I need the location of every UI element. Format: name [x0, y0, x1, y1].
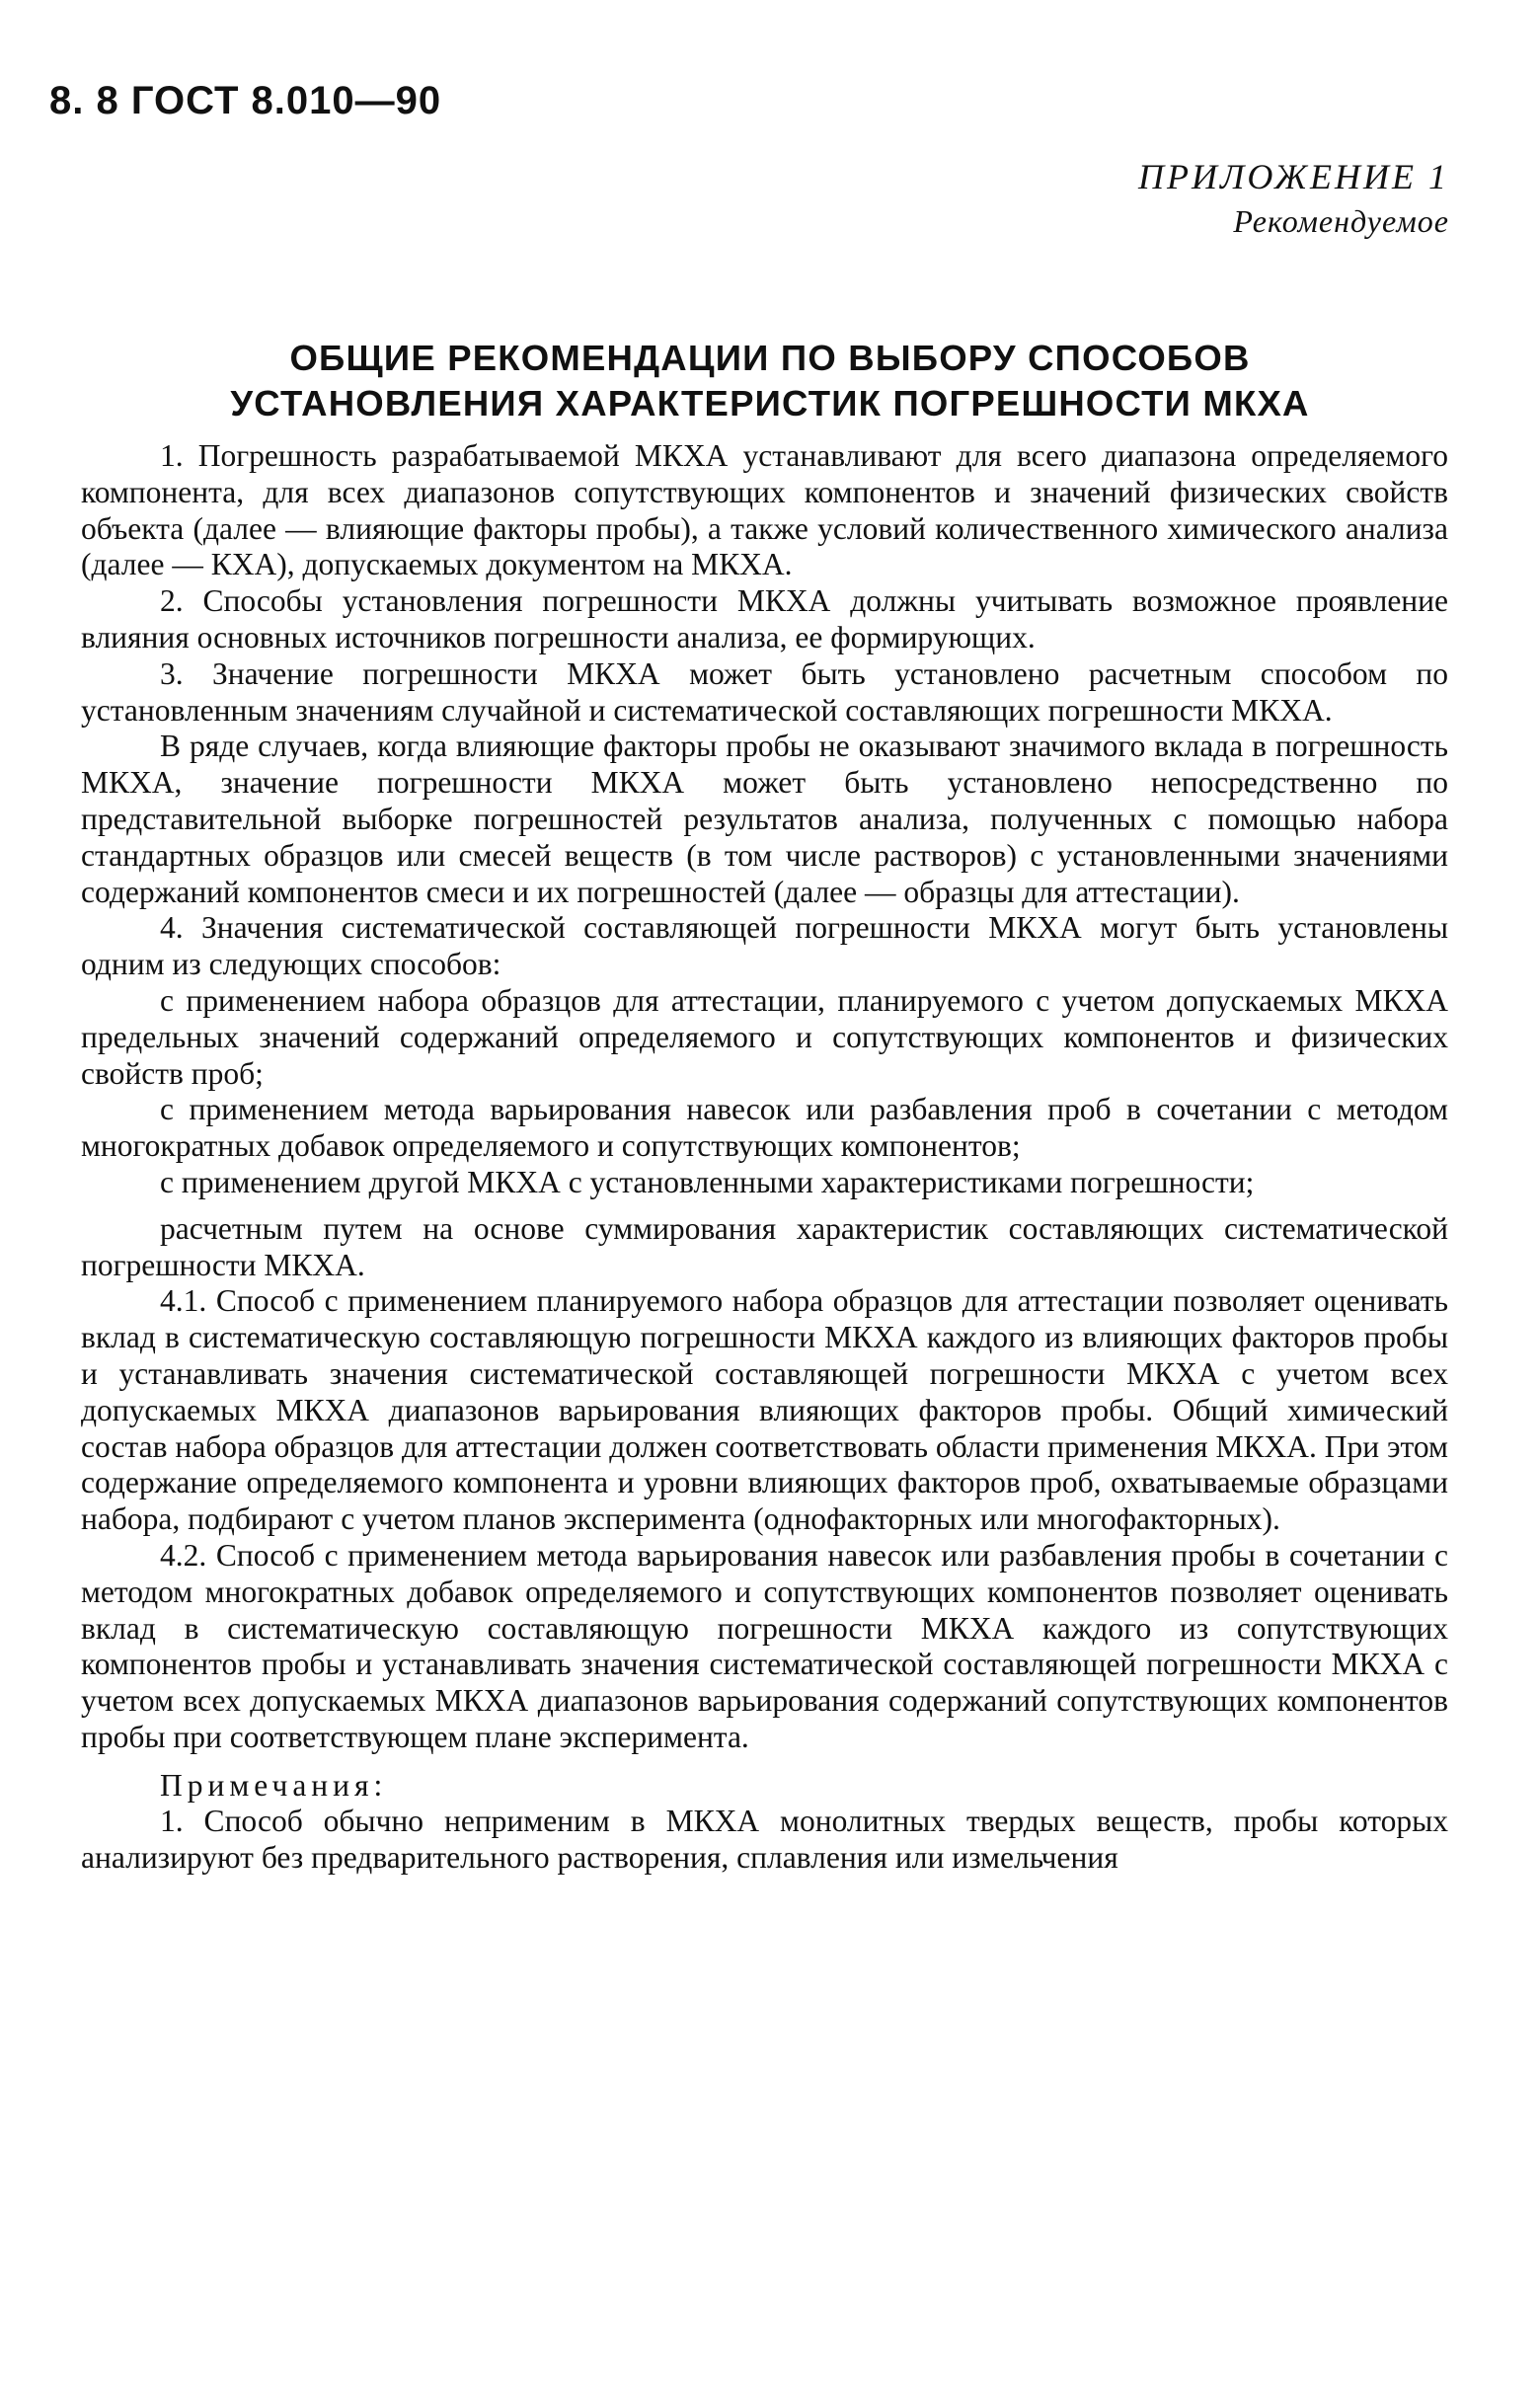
section-title: [158, 336, 1382, 426]
title-line-2: УСТАНОВЛЕНИЯ ХАРАКТЕРИСТИК ПОГРЕШНОСТИ МКХА: [230, 383, 1310, 423]
paragraph: с применением другой МКХА с установленными характеристиками погрешности;: [160, 1164, 1255, 1199]
paragraph: 3. Значение погрешности МКХА может быть установлено расчетным способом по установленным значениям случайной и систематической составляющих погрешности МКХА.: [81, 655, 1448, 728]
paragraph: 2. Способы установления погрешности МКХА должны учитывать возможное проявление влияния основных источников погрешности анализа, ее формирующих.: [81, 583, 1448, 654]
body-text: [81, 438, 1448, 1877]
appendix-block: [1138, 154, 1449, 243]
paragraph: 4.1. Способ с применением планируемого набора образцов для аттестации позволяет оценивать вклад в систематическую составляющую погрешности МКХА каждого из влияющих факторов пробы и устанавливать значения систематической составляющей погрешности МКХА с учетом всех допускаемых МКХА диапазонов варьирования влияющих факторов пробы. Общий химический состав набора образцов для аттестации должен соответствовать области применения МКХА. При этом содержание определяемого компонента и уровни влияющих факторов проб, охватываемые образцами набора, подбирают с учетом планов эксперимента (однофакторных или многофакторных).: [81, 1283, 1448, 1537]
paragraph: 1. Погрешность разрабатываемой МКХА устанавливают для всего диапазона определяемого компонента, для всех диапазонов сопутствующих компонентов и значений физических свойств объекта (далее — влияющие факторы пробы), а также условий количественного химического анализа (далее — КХА), допускаемых документом на МКХА.: [81, 438, 1448, 582]
notes-heading: Примечания:: [160, 1767, 388, 1803]
paragraph: с применением метода варьирования навесок или разбавления проб в сочетании с методом многократных добавок определяемого и сопутствующих компонентов;: [81, 1092, 1448, 1164]
paragraph: 4.2. Способ с применением метода варьирования навесок или разбавления пробы в сочетании с методом многократных добавок определяемого и сопутствующих компонентов позволяет оценивать вклад в систематическую составляющую погрешности МКХА каждого из сопутствующих компонентов пробы и устанавливать значения систематической составляющей погрешности МКХА с учетом всех допускаемых МКХА диапазонов варьирования содержаний сопутствующих компонентов пробы при соответствующем плане эксперимента.: [81, 1537, 1448, 1754]
paragraph: В ряде случаев, когда влияющие факторы пробы не оказывают значимого вклада в погрешность МКХА, значение погрешности МКХА может быть установлено непосредственно по представительной выборке погрешностей результатов анализа, полученных с помощью набора стандартных образцов или смесей веществ (в том числе растворов) с установленными значениями содержаний компонентов смеси и их погрешностей (далее — образцы для аттестации).: [81, 729, 1448, 909]
page-header: 8. 8 ГОСТ 8.010—90: [49, 79, 442, 122]
appendix-label: ПРИЛОЖЕНИЕ 1: [1138, 157, 1449, 196]
title-line-1: ОБЩИЕ РЕКОМЕНДАЦИИ ПО ВЫБОРУ СПОСОБОВ: [289, 338, 1251, 378]
paragraph: с применением набора образцов для аттестации, планируемого с учетом допускаемых МКХА предельных значений содержаний определяемого и сопутствующих компонентов и физических свойств проб;: [81, 982, 1448, 1091]
paragraph: 4. Значения систематической составляющей погрешности МКХА могут быть установлены одним из следующих способов:: [81, 910, 1448, 982]
note-item: 1. Способ обычно неприменим в МКХА монолитных твердых веществ, пробы которых анализируют без предварительного растворения, сплавления или измельчения: [81, 1804, 1448, 1876]
paragraph: расчетным путем на основе суммирования характеристик составляющих систематической погрешности МКХА.: [81, 1210, 1448, 1282]
appendix-status: Рекомендуемое: [1233, 203, 1449, 239]
